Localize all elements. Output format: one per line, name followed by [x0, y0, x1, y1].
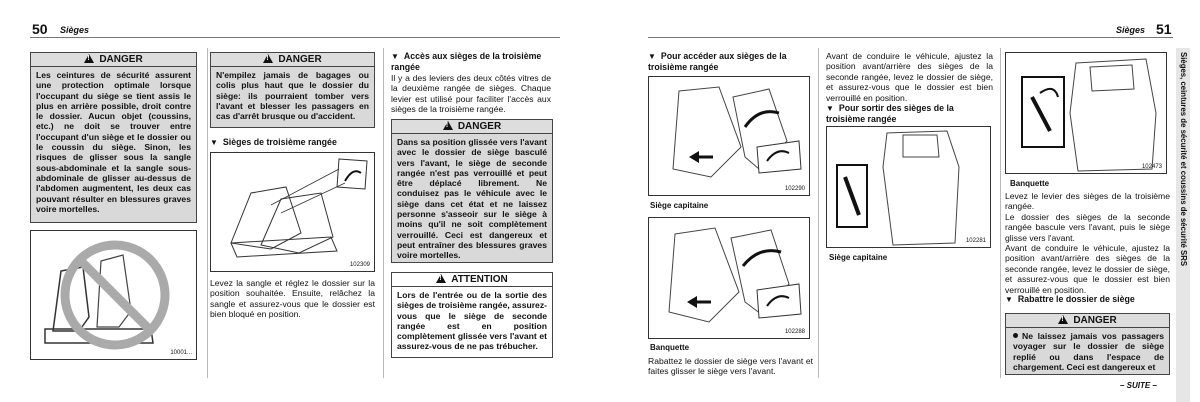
column-divider	[207, 48, 208, 378]
figure-number: 102288	[784, 329, 805, 335]
figure-number: 102309	[349, 262, 370, 268]
attention-header: !ATTENTION	[392, 273, 552, 287]
figure-caption: Siège capitaine	[829, 253, 888, 262]
page-number-right: 51	[1156, 21, 1172, 37]
subheading: ▼ Rabattre le dossier de siège	[1005, 294, 1135, 304]
danger-box	[1005, 313, 1170, 375]
bullet-icon	[1013, 333, 1018, 338]
danger-box	[30, 52, 197, 223]
subheading: ▼ Accès aux sièges de la troisième rangée	[391, 51, 542, 73]
figure-number: 10001...	[170, 350, 192, 356]
subheading: ▼ Pour accéder aux sièges de la troisième rangée	[648, 51, 787, 73]
paragraph: Levez le levier des sièges de la troisième rangée.	[1005, 191, 1170, 212]
danger-header: !DANGER	[1006, 314, 1169, 328]
section-title-right: Sièges	[1116, 25, 1146, 35]
section-title-left: Sièges	[60, 25, 90, 35]
subheading: ▼ Sièges de troisième rangée	[210, 137, 337, 147]
header-rule-left	[30, 37, 560, 38]
column-divider	[818, 48, 819, 378]
figure-captain-seat	[648, 76, 810, 196]
danger-body: Les ceintures de sécurité assurent une protection optimale lorsque l'occupant du siège se tient assis le plus en arrière possible, droit contre le dossier. Aucun objet (coussins, etc.) ne doit se trouver entre l'occupant d'un siège et le dossier ou le coussin du siège. Sinon, les risques de glisser sous la sangle sous-abdominale et la sangle sous-abdominale de glisser au-dessus de l'abdomen augmentent, les deux cas pouvant résulter en blessures graves voire mortelles.	[31, 67, 196, 222]
side-tab-label: Sièges, ceintures de sécurité et coussins de sécurité SRS	[1179, 52, 1188, 267]
danger-body: N'empilez jamais de bagages ou colis plus haut que le dossier du siège: ils pourraient tomber vers l'avant et blesser les passagers en cas d'arrêt brusque ou d'accident.	[211, 67, 374, 127]
danger-box	[391, 119, 553, 263]
attention-body: Lors de l'entrée ou de la sortie des sièges de troisième rangée, assurez-vous que le siège de seconde rangée est en position complètement glissée vers l'avant et assurez-vous de ne pas trébucher.	[392, 287, 552, 357]
danger-header: !DANGER	[392, 120, 552, 134]
figure-number: 102473	[1141, 164, 1162, 170]
header-rule-right	[648, 37, 1173, 38]
subheading: ▼ Pour sortir des sièges de la troisième rangée	[826, 103, 954, 125]
continued-label: – SUITE –	[1120, 381, 1157, 390]
page-number-left: 50	[32, 21, 48, 37]
attention-box	[391, 272, 553, 358]
paragraph: Le dossier des sièges de la seconde rangée bascule vers l'avant, puis le siège glisse vers l'avant.	[1005, 212, 1170, 243]
danger-header: !DANGER	[31, 53, 196, 67]
danger-header: !DANGER	[211, 53, 374, 67]
figure-bench-seat	[648, 217, 810, 339]
danger-box	[210, 52, 375, 128]
danger-body: Dans sa position glissée vers l'avant avec le dossier de siège basculé vers l'avant, le siège de seconde rangée n'est pas verrouillé et peut être déplacé librement. Ne conduisez pas le véhicule avec le siège dans cet état et ne laissez personne s'asseoir sur le siège à moins qu'il ne soit complètement verrouillé. Ceci est dangereux et peut entraîner des blessures graves voire mortelles.	[392, 134, 552, 262]
paragraph: Il y a des leviers des deux côtés vitres de la deuxième rangée de sièges. Chaque levier est utilisé pour faciliter l'accès aux sièges de la troisième rangée.	[391, 73, 551, 115]
paragraph: Avant de conduire le véhicule, ajustez la position avant/arrière des sièges de la seconde rangée, levez le dossier de siège, et assurez-vous que le dossier est bien verrouillé en position.	[1005, 243, 1170, 295]
figure-caption: Banquette	[1010, 179, 1050, 188]
warning-icon	[443, 121, 453, 130]
figure-exit-captain-seat	[826, 126, 991, 248]
paragraph: Rabattez le dossier de siège vers l'avant et faites glisser le siège vers l'avant.	[648, 356, 813, 377]
figure-caption: Siège capitaine	[650, 201, 709, 210]
figure-caption: Banquette	[650, 343, 690, 352]
warning-icon	[1058, 315, 1068, 324]
paragraph: Avant de conduire le véhicule, ajustez la position avant/arrière des sièges de la seconde rangée, levez le dossier de siège, et assurez-vous que le dossier est bien verrouillé en position.	[826, 51, 993, 103]
figure-no-cushion	[30, 230, 197, 360]
warning-icon	[263, 54, 273, 63]
paragraph: Levez la sangle et réglez le dossier sur la position souhaitée. Ensuite, relâchez la sangle et assurez-vous que le dossier est bien bloqué en position.	[210, 278, 375, 320]
warning-icon	[84, 54, 94, 63]
danger-body: Ne laissez jamais vos passagers voyager sur le dossier de siège replié ou dans l'espace de chargement. Ceci est dangereux et	[1006, 328, 1169, 374]
figure-exit-bench-seat	[1005, 52, 1167, 174]
figure-third-row-seat	[210, 152, 375, 272]
figure-number: 102281	[965, 238, 986, 244]
warning-icon	[436, 274, 446, 283]
figure-number: 102290	[784, 186, 805, 192]
column-divider	[383, 48, 384, 378]
column-divider	[1000, 48, 1001, 378]
